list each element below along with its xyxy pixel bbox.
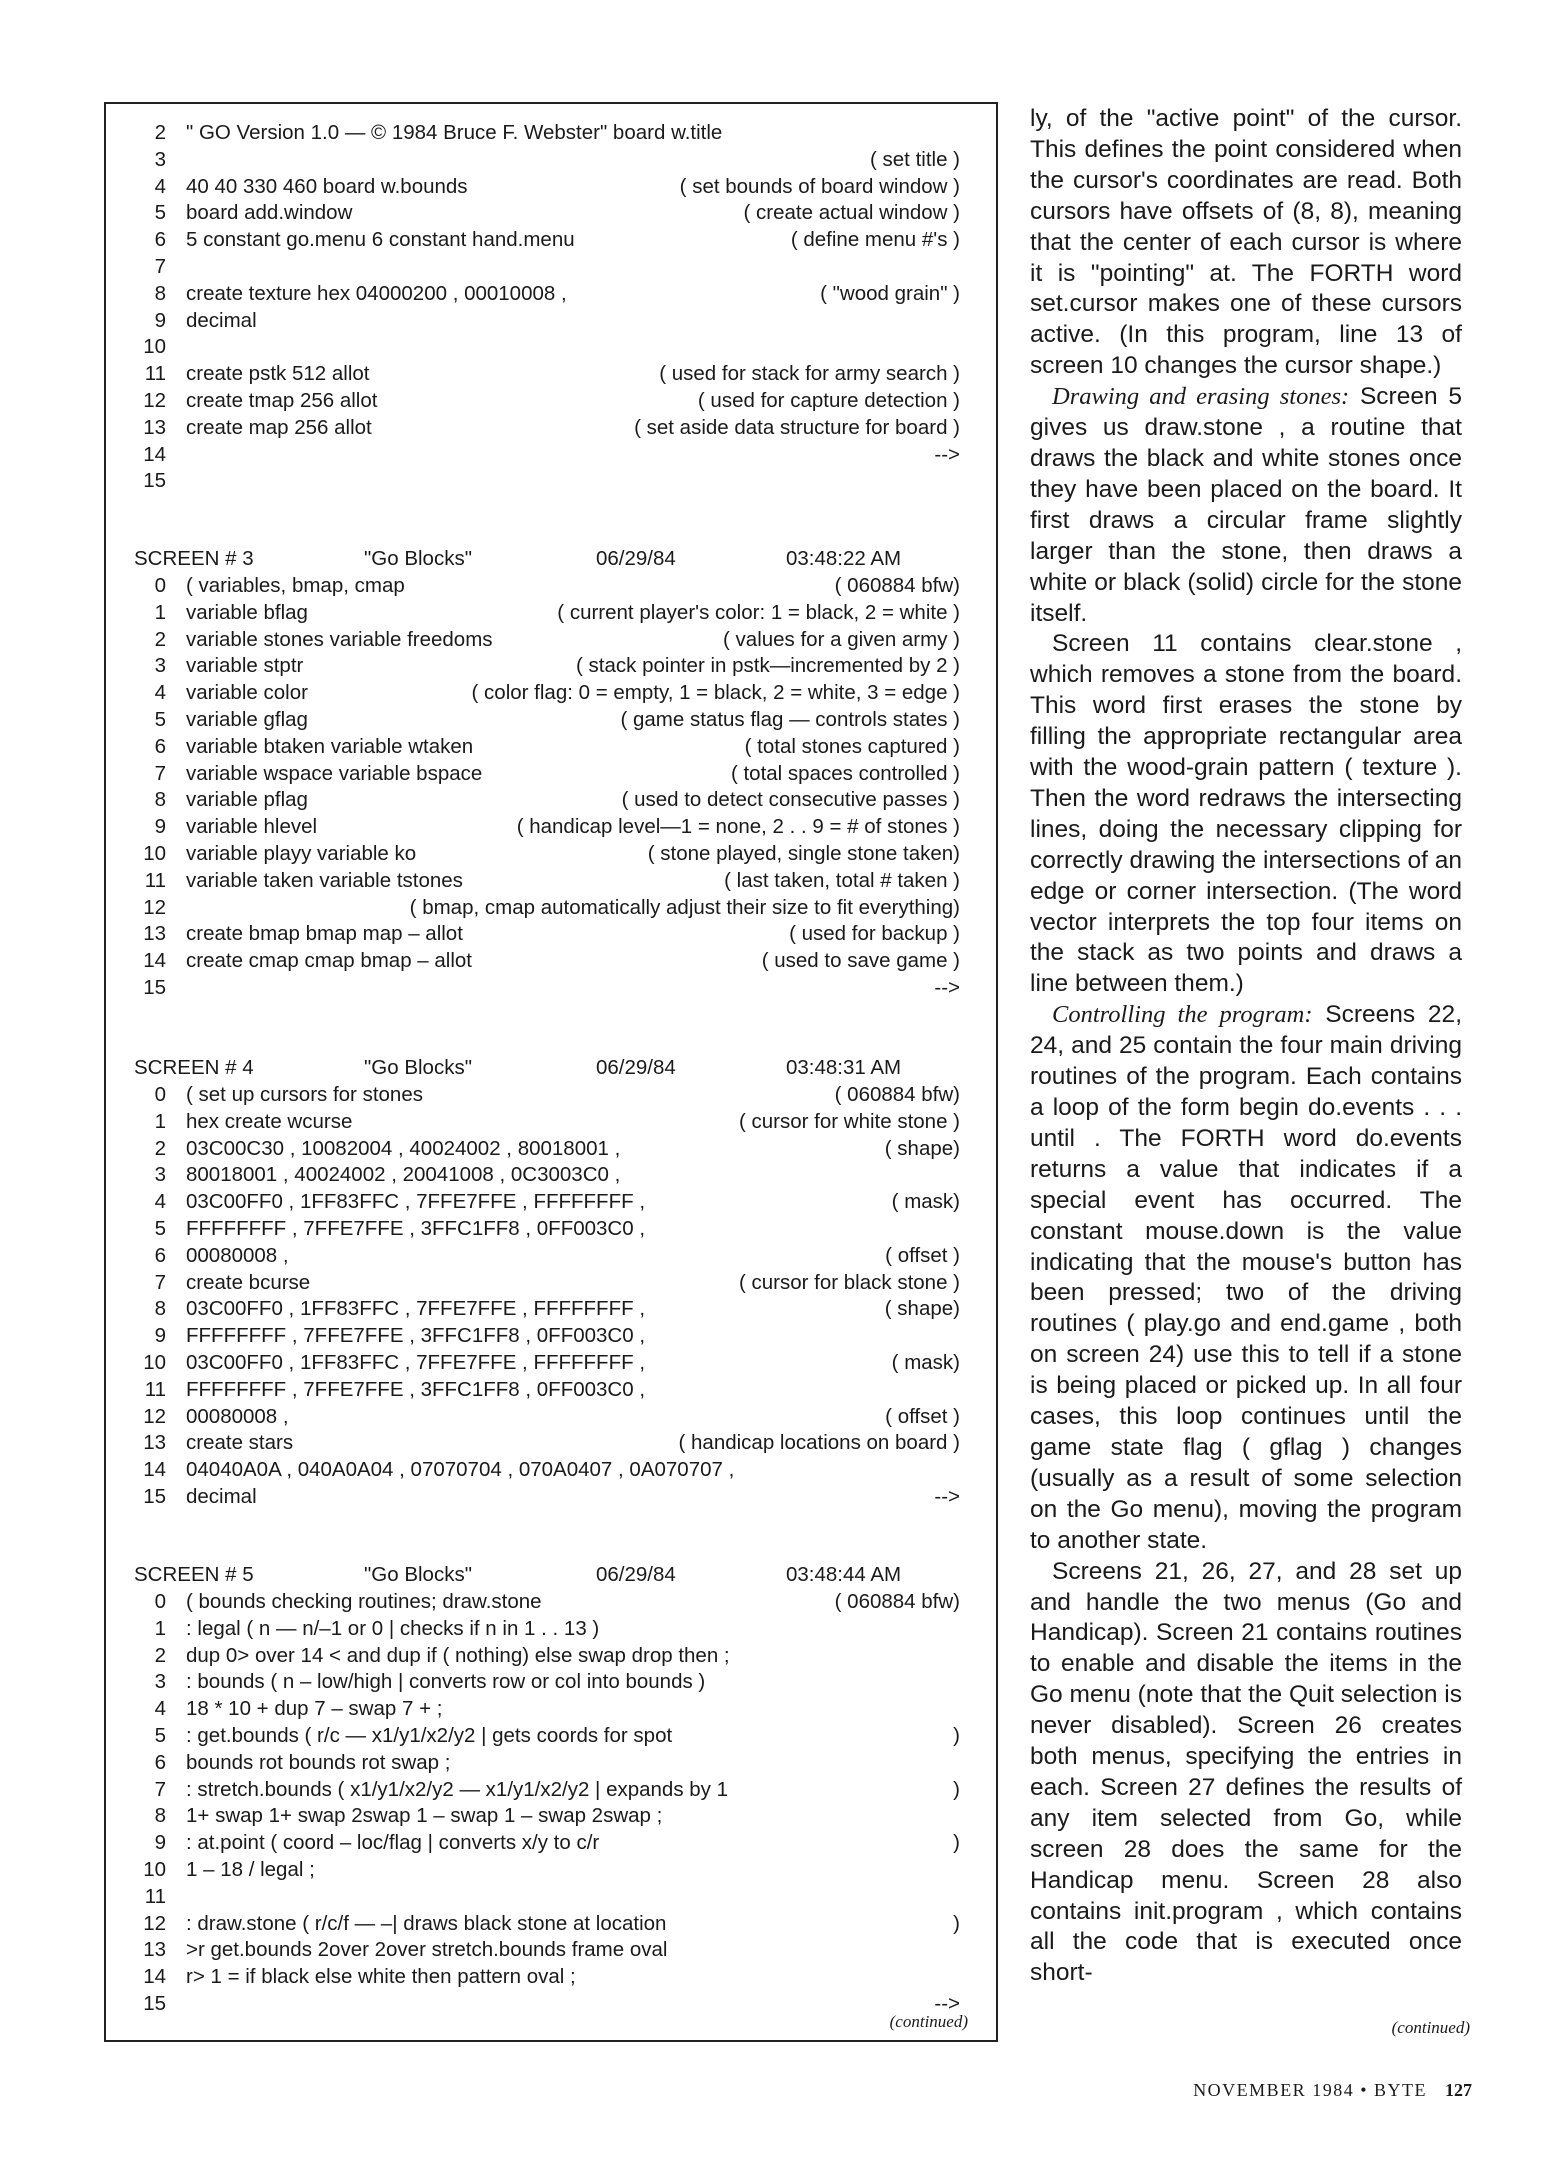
code-comment: ) (953, 1911, 960, 1935)
code-comment: ( total stones captured ) (744, 734, 960, 758)
line-number: 7 (154, 255, 166, 278)
code-text: create texture hex 04000200 , 00010008 , (186, 281, 567, 305)
code-line (106, 1884, 996, 1910)
code-line (106, 1777, 996, 1803)
code-comment: ( mask) (891, 1351, 960, 1374)
article-p4-body: Screens 22, 24, and 25 contain the four main driving routines of the program. Each contains a loop of the form begin do.events . . . until . The FORTH word do.events returns a value that indicates if a special event has occurred. The constant mouse.down is the value indicating that the mouse's button has been pressed; two of the driving routines ( play.go and end.game , both on screen 24) use this to tell if a stone is being placed or picked up. In all four cases, this loop continues until the game state flag ( gflag ) changes (usually as a result of some selection on the Go menu), moving the program to another state. (1030, 1001, 1462, 1554)
line-number: 2 (154, 121, 166, 144)
code-line (106, 1484, 996, 1510)
code-text: variable gflag (186, 708, 308, 731)
code-line (106, 174, 996, 200)
line-number: 1 (154, 1616, 166, 1640)
code-text: ( set up cursors for stones (186, 1083, 423, 1106)
code-text: FFFFFFFF , 7FFE7FFE , 3FFC1FF8 , 0FF003C0 , (186, 1324, 646, 1348)
line-number: 6 (154, 1243, 166, 1267)
line-number: 14 (143, 949, 166, 973)
line-number: 0 (154, 1083, 166, 1106)
code-text: : legal ( n — n/–1 or 0 | checks if n in 1 . . 13 ) (186, 1616, 600, 1640)
code-text: variable bflag (186, 600, 308, 624)
code-text: 80018001 , 40024002 , 20041008 , 0C3003C0 , (186, 1163, 621, 1187)
code-line (106, 734, 996, 760)
code-comment: ( 060884 bfw) (834, 1590, 960, 1613)
line-number: 5 (154, 1217, 166, 1240)
line-number: 6 (154, 1750, 166, 1774)
line-number: 5 (154, 708, 166, 731)
code-text: 03C00FF0 , 1FF83FFC , 7FFE7FFE , FFFFFFFF , (186, 1297, 646, 1321)
code-line (106, 1296, 996, 1322)
code-line (106, 1404, 996, 1430)
code-line (106, 1589, 996, 1615)
screen-name: "Go Blocks" (364, 547, 472, 570)
line-number: 7 (154, 1777, 166, 1801)
code-line (106, 1750, 996, 1776)
line-number: 3 (154, 147, 166, 171)
code-line (106, 254, 996, 280)
code-line (106, 814, 996, 840)
line-number: 9 (154, 1324, 166, 1348)
screen-name: "Go Blocks" (364, 1056, 472, 1079)
code-text: variable playy variable ko (186, 842, 417, 865)
line-number: 9 (154, 815, 166, 839)
code-text: : at.point ( coord – loc/flag | converts x/y to c/r (186, 1831, 600, 1855)
code-line (106, 841, 996, 867)
code-text: : stretch.bounds ( x1/y1/x2/y2 — x1/y1/x2/y2 | expands by 1 (186, 1777, 729, 1801)
line-number: 11 (144, 868, 166, 892)
line-number: 2 (154, 1643, 166, 1667)
code-line (106, 1109, 996, 1135)
code-comment: ( offset ) (885, 1404, 960, 1428)
line-number: 10 (143, 335, 166, 359)
line-number: 14 (143, 1458, 166, 1482)
code-comment: ( shape) (884, 1297, 960, 1321)
screen-header (106, 546, 996, 572)
line-number: 15 (143, 1992, 166, 2015)
code-text: : bounds ( n – low/high | converts row or col into bounds ) (186, 1670, 706, 1694)
code-line (106, 787, 996, 813)
code-comment: ( mask) (891, 1190, 960, 1214)
article-paragraph-2 (1030, 382, 1462, 629)
line-number: 5 (154, 1724, 166, 1747)
code-text: variable color (186, 681, 308, 705)
code-text: 40 40 330 460 board w.bounds (186, 174, 468, 198)
code-line (106, 1457, 996, 1483)
code-comment: --> (934, 976, 960, 999)
code-comment: ( values for a given army ) (723, 627, 960, 651)
code-text: " GO Version 1.0 — © 1984 Bruce F. Webster" board w.title (186, 121, 723, 144)
code-text: create stars (186, 1431, 294, 1455)
code-comment: ( current player's color: 1 = black, 2 = white ) (557, 600, 960, 624)
code-comment: ( used to detect consecutive passes ) (621, 788, 960, 812)
line-number: 10 (143, 1351, 166, 1374)
code-comment: ( set bounds of board window ) (679, 174, 960, 198)
code-comment: ( color flag: 0 = empty, 1 = black, 2 = white, 3 = edge ) (471, 681, 960, 705)
code-text: ( bounds checking routines; draw.stone (186, 1590, 542, 1613)
code-text: ( variables, bmap, cmap (186, 574, 405, 597)
line-number: 10 (143, 1858, 166, 1881)
article-continued-note: (continued) (1391, 2018, 1470, 2037)
code-text: 04040A0A , 040A0A04 , 07070704 , 070A0407 , 0A070707 , (186, 1458, 735, 1482)
line-number: 7 (154, 1270, 166, 1294)
line-number: 15 (143, 1485, 166, 1508)
code-line (106, 281, 996, 307)
line-number: 12 (143, 389, 166, 412)
code-comment: ( game status flag — controls states ) (620, 708, 960, 731)
line-number: 13 (143, 1431, 166, 1455)
code-text: variable stones variable freedoms (186, 627, 493, 651)
code-line (106, 1830, 996, 1856)
code-line (106, 975, 996, 1001)
line-number: 2 (154, 627, 166, 651)
line-number: 6 (154, 228, 166, 252)
code-line (106, 653, 996, 679)
line-number: 6 (154, 734, 166, 758)
screen-time: 03:48:44 AM (786, 1563, 902, 1586)
code-line (106, 707, 996, 733)
code-comment: ( 060884 bfw) (834, 574, 960, 597)
code-text: create cmap cmap bmap – allot (186, 949, 472, 973)
line-number: 7 (154, 761, 166, 785)
line-number: 13 (143, 922, 166, 946)
code-line (106, 1270, 996, 1296)
code-text: : draw.stone ( r/c/f — –| draws black stone at location (186, 1911, 667, 1935)
line-number: 4 (154, 681, 166, 705)
listing-continued-note: (continued) (889, 2012, 968, 2031)
screen-title: SCREEN # 5 (134, 1563, 254, 1586)
code-text: variable stptr (186, 654, 304, 678)
code-line (106, 1669, 996, 1695)
code-line (106, 680, 996, 706)
code-line (106, 1857, 996, 1883)
code-comment: ( 060884 bfw) (834, 1083, 960, 1106)
code-text: 03C00FF0 , 1FF83FFC , 7FFE7FFE , FFFFFFFF , (186, 1351, 646, 1374)
line-number: 13 (143, 415, 166, 439)
code-text: decimal (186, 1485, 257, 1508)
code-line (106, 1162, 996, 1188)
screen-time: 03:48:31 AM (786, 1056, 902, 1079)
line-number: 0 (154, 574, 166, 597)
code-comment: ( stone played, single stone taken) (647, 842, 960, 865)
line-number: 4 (154, 174, 166, 198)
code-line (106, 1937, 996, 1963)
page-footer (1170, 2080, 1472, 2101)
code-text: 03C00C30 , 10082004 , 40024002 , 80018001 , (186, 1136, 621, 1160)
code-line (106, 1136, 996, 1162)
line-number: 9 (154, 1831, 166, 1855)
code-line (106, 1350, 996, 1376)
line-number: 3 (154, 1163, 166, 1187)
code-line (106, 1082, 996, 1108)
code-line (106, 1723, 996, 1749)
screen-name: "Go Blocks" (364, 1563, 472, 1586)
screen-header (106, 1055, 996, 1081)
line-number: 11 (144, 362, 166, 386)
code-line (106, 921, 996, 947)
line-number: 1 (154, 1109, 166, 1133)
code-comment: ( cursor for white stone ) (738, 1109, 960, 1133)
code-comment: ( create actual window ) (743, 201, 960, 225)
code-line (106, 334, 996, 360)
code-comment: ) (953, 1777, 960, 1801)
code-line (106, 868, 996, 894)
screen-date: 06/29/84 (596, 1563, 676, 1586)
code-comment: ( bmap, cmap automatically adjust their size to fit everything) (409, 895, 960, 919)
code-text: create map 256 allot (186, 415, 372, 439)
code-text: variable taken variable tstones (186, 868, 463, 892)
code-line (106, 627, 996, 653)
line-number: 12 (143, 895, 166, 919)
line-number: 13 (143, 1938, 166, 1962)
code-text: dup 0> over 14 < and dup if ( nothing) else swap drop then ; (186, 1643, 730, 1667)
code-line (106, 1991, 996, 2017)
code-line (106, 308, 996, 334)
screen-title: SCREEN # 4 (134, 1056, 254, 1079)
code-text: : get.bounds ( r/c — x1/y1/x2/y2 | gets coords for spot (186, 1724, 673, 1747)
screen-title: SCREEN # 3 (134, 547, 254, 570)
code-comment: ( "wood grain" ) (820, 281, 960, 305)
screen-header (106, 1562, 996, 1588)
code-comment: ( used for stack for army search ) (659, 362, 960, 386)
code-line (106, 1216, 996, 1242)
code-text: create pstk 512 allot (186, 362, 370, 386)
code-comment: ) (953, 1724, 960, 1747)
code-line (106, 388, 996, 414)
line-number: 5 (154, 201, 166, 225)
code-text: FFFFFFFF , 7FFE7FFE , 3FFC1FF8 , 0FF003C0 , (186, 1377, 646, 1401)
line-number: 11 (144, 1884, 166, 1908)
code-comment: ( set aside data structure for board ) (634, 415, 960, 439)
code-text: 1+ swap 1+ swap 2swap 1 – swap 1 – swap 2swap ; (186, 1804, 663, 1828)
code-comment: ( used for backup ) (789, 922, 960, 946)
code-text: bounds rot bounds rot swap ; (186, 1750, 451, 1774)
line-number: 4 (154, 1190, 166, 1214)
code-text: decimal (186, 308, 257, 332)
article-p2-body: Screen 5 gives us draw.stone , a routine that draws the black and white stones once they have been placed on the board. It first draws a circular frame slightly larger than the stone, then draws a white or black (solid) circle for the stone itself. (1030, 383, 1462, 627)
code-comment: ( cursor for black stone ) (738, 1270, 960, 1294)
code-line (106, 1243, 996, 1269)
line-number: 10 (143, 842, 166, 865)
code-text: variable hlevel (186, 815, 318, 839)
article-column (1030, 104, 1462, 1989)
code-comment: ( set title ) (870, 147, 960, 171)
code-line (106, 1803, 996, 1829)
code-text: 00080008 , (186, 1243, 289, 1267)
line-number: 12 (143, 1911, 166, 1935)
code-comment: ) (953, 1831, 960, 1855)
line-number: 8 (154, 788, 166, 812)
line-number: 9 (154, 308, 166, 332)
line-number: 15 (143, 469, 166, 493)
code-comment: ( total spaces controlled ) (730, 761, 960, 785)
line-number: 14 (143, 1965, 166, 1989)
code-comment: ( used for capture detection ) (697, 389, 960, 412)
code-line (106, 1964, 996, 1990)
code-line (106, 1616, 996, 1642)
code-text: create bmap bmap map – allot (186, 922, 463, 946)
code-line (106, 1377, 996, 1403)
line-number: 14 (143, 442, 166, 466)
line-number: 11 (144, 1377, 166, 1401)
code-line (106, 147, 996, 173)
footer-issue: NOVEMBER 1984 • BYTE (1193, 2080, 1427, 2100)
code-line (106, 573, 996, 599)
code-comment: ( define menu #'s ) (790, 228, 960, 252)
article-p2-lead: Drawing and erasing stones: (1052, 383, 1350, 411)
code-line (106, 120, 996, 146)
code-line (106, 1643, 996, 1669)
article-paragraph-1: ly, of the "active point" of the cursor. This defines the point considered when the cursor's coordinates are read. Both cursors have offsets of (8, 8), meaning that the center of each cursor is where it is "pointing" at. The FORTH word set.cursor makes one of these cursors active. (In this program, line 13 of screen 10 changes the cursor shape.) (1030, 105, 1462, 380)
code-line (106, 1189, 996, 1215)
code-line (106, 948, 996, 974)
line-number: 15 (143, 976, 166, 999)
code-line (106, 468, 996, 494)
page-number: 127 (1445, 2080, 1472, 2100)
code-comment: --> (934, 1992, 960, 2015)
code-line (106, 1696, 996, 1722)
code-text: r> 1 = if black else white then pattern oval ; (186, 1965, 576, 1989)
code-line (106, 415, 996, 441)
line-number: 8 (154, 1804, 166, 1828)
code-comment: ( handicap level—1 = none, 2 . . 9 = # of stones ) (516, 815, 960, 839)
code-line (106, 1430, 996, 1456)
code-comment: ( used to save game ) (761, 949, 960, 973)
code-comment: ( shape) (884, 1136, 960, 1160)
line-number: 2 (154, 1136, 166, 1160)
line-number: 12 (143, 1404, 166, 1428)
code-comment: ( last taken, total # taken ) (724, 868, 960, 892)
code-text: variable wspace variable bspace (186, 761, 483, 785)
code-line (106, 361, 996, 387)
code-comment: --> (934, 1485, 960, 1508)
line-number: 4 (154, 1697, 166, 1721)
code-line (106, 442, 996, 468)
article-paragraph-3: Screen 11 contains clear.stone , which removes a stone from the board. This word first erases the stone by filling the appropriate rectangular area with the wood-grain pattern ( texture ). Then the word redraws the intersecting lines, doing the necessary clipping for correctly drawing the intersections of an edge or corner intersection. (The word vector interprets the top four items on the stack as two points and draws a line between them.) (1030, 630, 1462, 998)
code-listing-box (104, 102, 998, 2042)
code-comment: ( offset ) (885, 1243, 960, 1267)
code-comment: --> (934, 442, 960, 466)
line-number: 8 (154, 1297, 166, 1321)
code-line (106, 761, 996, 787)
code-text: >r get.bounds 2over 2over stretch.bounds frame oval (186, 1938, 668, 1962)
line-number: 3 (154, 1670, 166, 1694)
code-text: variable btaken variable wtaken (186, 734, 474, 758)
code-text: FFFFFFFF , 7FFE7FFE , 3FFC1FF8 , 0FF003C0 , (186, 1217, 646, 1240)
code-line (106, 895, 996, 921)
code-text: 1 – 18 / legal ; (186, 1858, 315, 1881)
code-line (106, 1911, 996, 1937)
code-text: hex create wcurse (186, 1109, 353, 1133)
screen-date: 06/29/84 (596, 547, 676, 570)
code-text: create bcurse (186, 1270, 311, 1294)
code-text: 00080008 , (186, 1404, 289, 1428)
code-text: 18 * 10 + dup 7 – swap 7 + ; (186, 1697, 443, 1721)
article-p4-lead: Controlling the program: (1052, 1001, 1313, 1029)
code-text: create tmap 256 allot (186, 389, 378, 412)
code-text: variable pflag (186, 788, 308, 812)
line-number: 3 (154, 654, 166, 678)
code-line (106, 600, 996, 626)
line-number: 0 (154, 1590, 166, 1613)
code-text: board add.window (186, 201, 353, 225)
code-text: 5 constant go.menu 6 constant hand.menu (186, 228, 575, 252)
code-line (106, 227, 996, 253)
line-number: 8 (154, 281, 166, 305)
screen-date: 06/29/84 (596, 1056, 676, 1079)
line-number: 1 (154, 600, 166, 624)
code-comment: ( handicap locations on board ) (678, 1431, 960, 1455)
code-text: 03C00FF0 , 1FF83FFC , 7FFE7FFE , FFFFFFFF , (186, 1190, 646, 1214)
code-line (106, 1323, 996, 1349)
code-line (106, 200, 996, 226)
code-comment: ( stack pointer in pstk—incremented by 2 ) (576, 654, 960, 678)
screen-time: 03:48:22 AM (786, 547, 902, 570)
article-paragraph-5: Screens 21, 26, 27, and 28 set up and handle the two menus (Go and Handicap). Screen 21 contains routines to enable and disable the items in the Go menu (note that the Quit selection is never disabled). Screen 26 creates both menus, specifying the entries in each. Screen 27 defines the results of any item selected from Go, while screen 28 does the same for the Handicap menu. Screen 28 also contains init.program , which contains all the code that is executed once short- (1030, 1557, 1462, 1987)
article-paragraph-4 (1030, 1000, 1462, 1556)
